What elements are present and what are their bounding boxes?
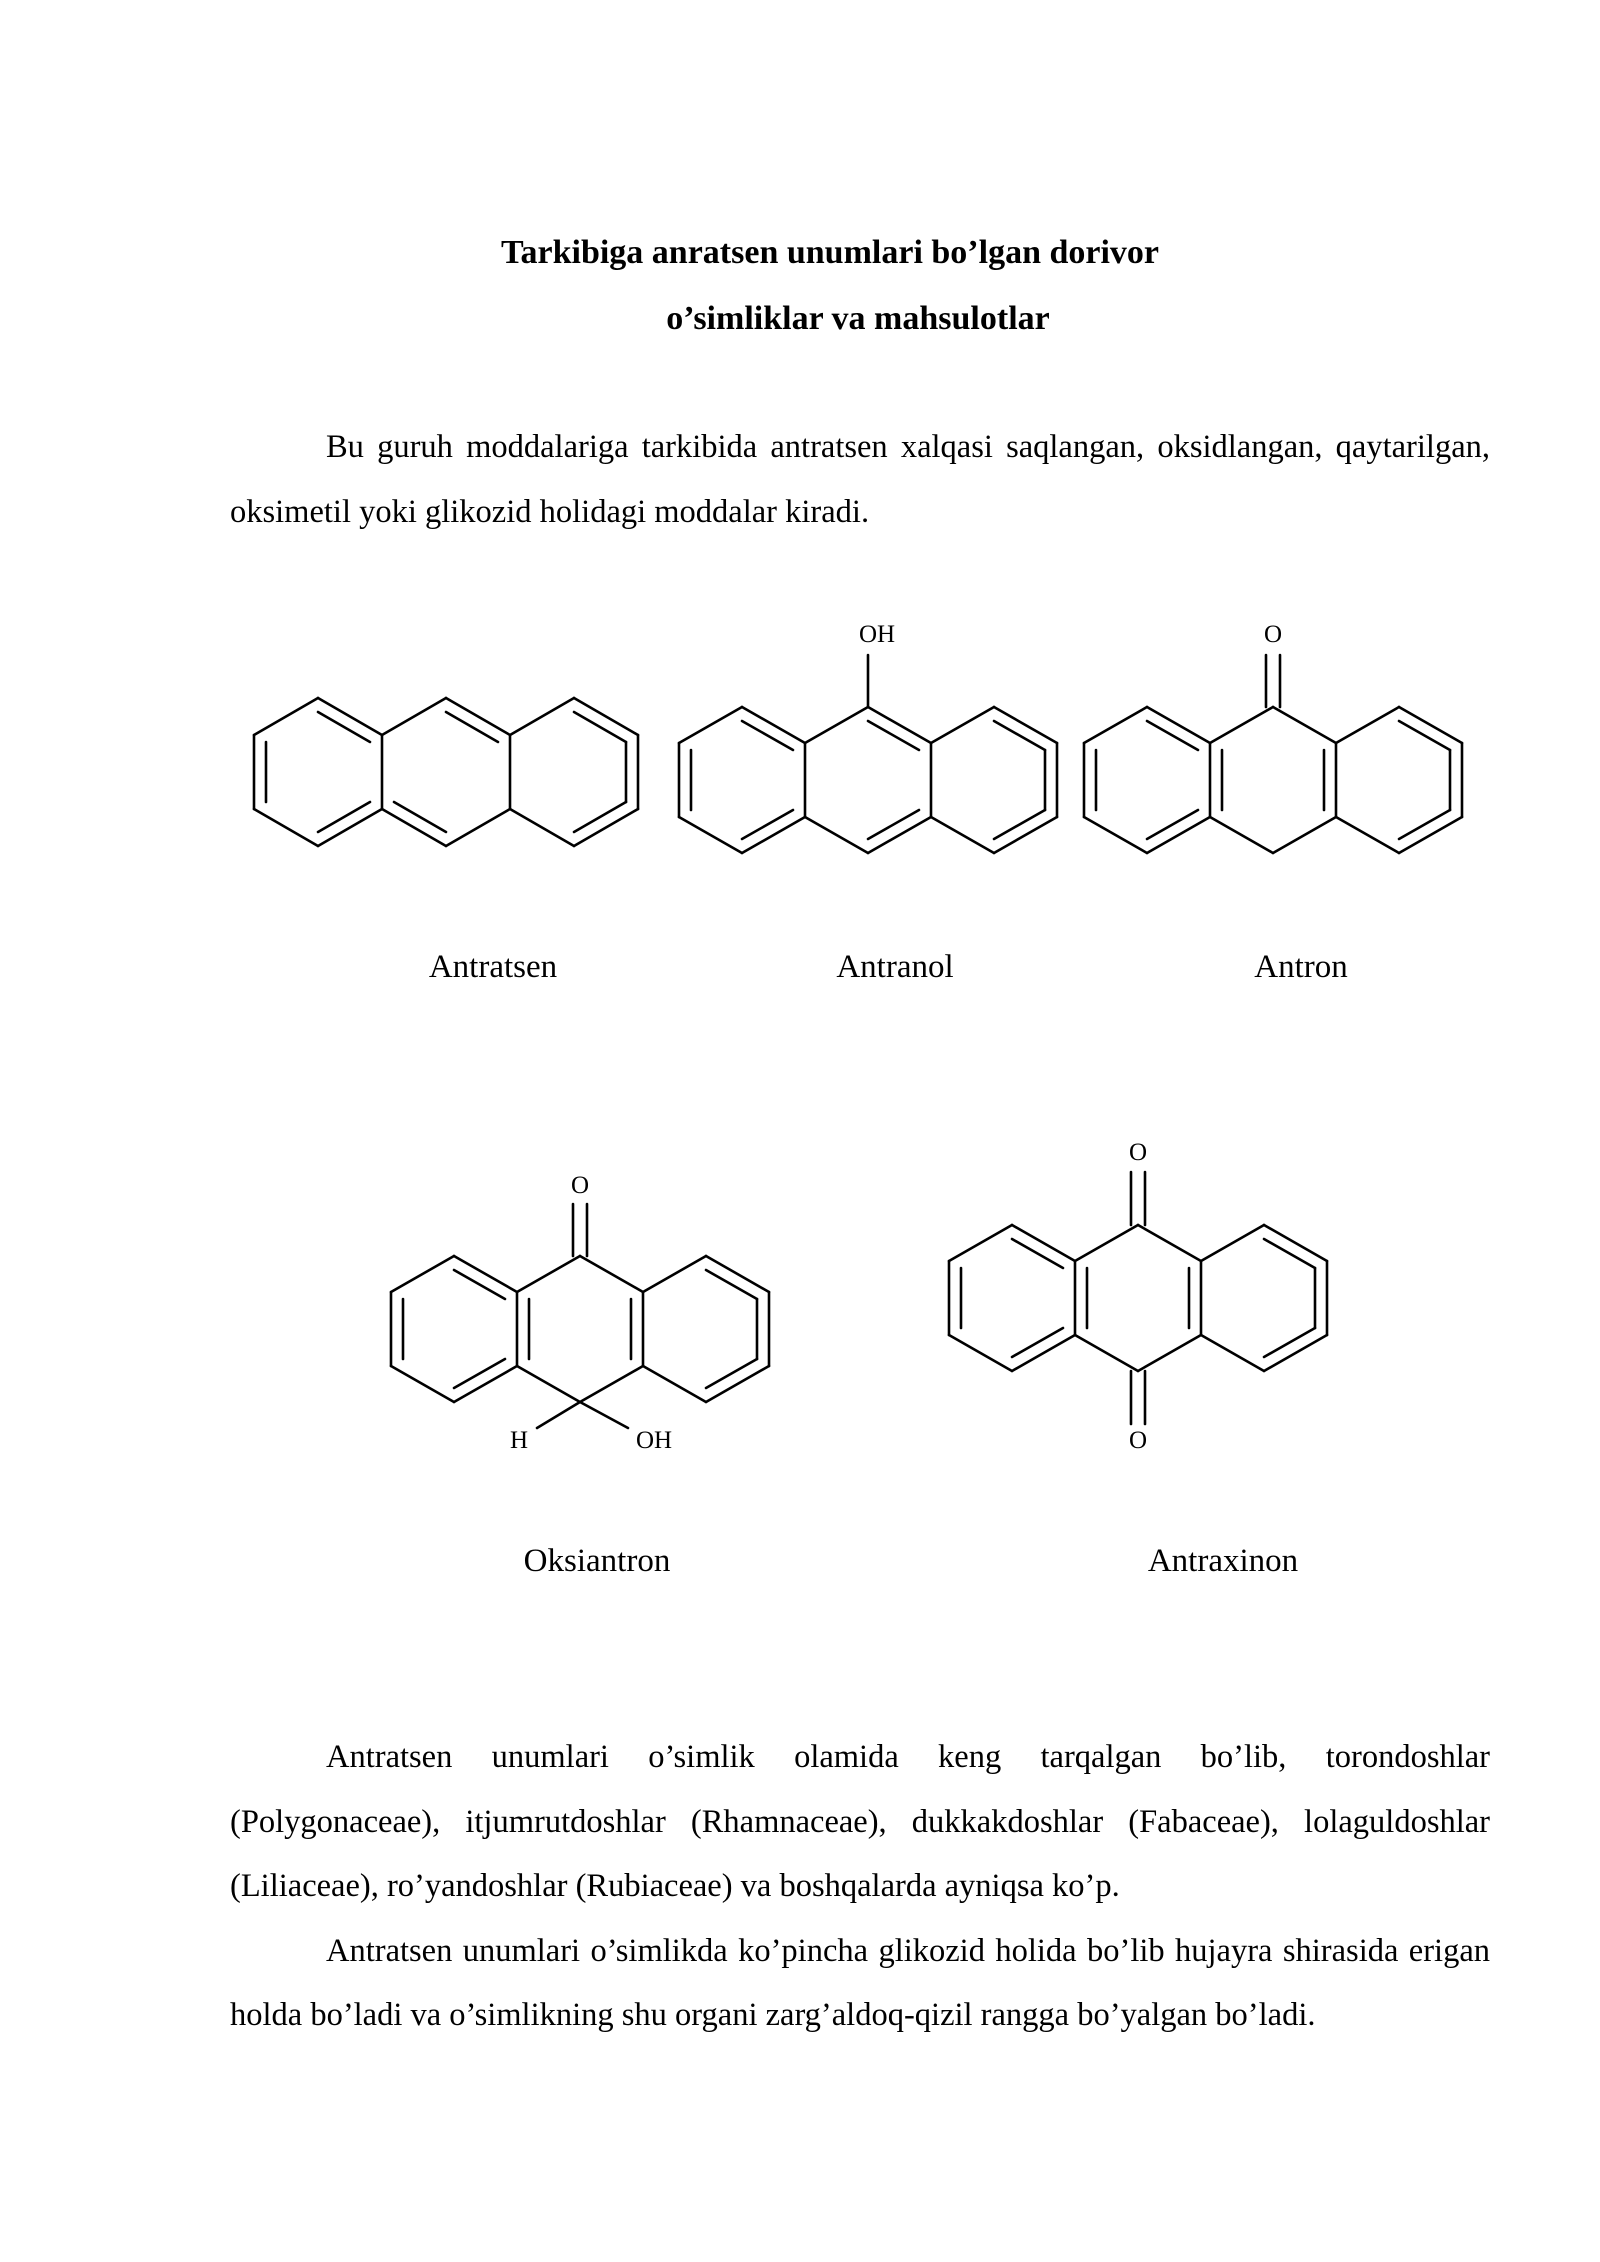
- antranol-bonds: [679, 655, 1057, 853]
- antron-oxygen-label: O: [1263, 621, 1283, 648]
- antranol-label: Antranol: [836, 949, 954, 985]
- page-title-line-2: o’simliklar va mahsulotlar: [666, 300, 1050, 337]
- antratsen-structure: [254, 698, 638, 985]
- antraxinon-top-oxygen-label: O: [1128, 1139, 1148, 1166]
- antranol-structure: [679, 621, 1057, 985]
- antratsen-bonds: [254, 698, 638, 846]
- antratsen-label: Antratsen: [428, 949, 558, 985]
- intro-text: Bu guruh moddalariga tarkibida antratsen xalqasi saqlangan, oksidlangan, qaytarilgan, oksimetil yoki glikozid holidagi moddalar kiradi.: [230, 429, 1490, 530]
- body-text: [230, 1725, 1490, 2048]
- oksiantron-bonds: [391, 1204, 769, 1428]
- oksiantron-label: Oksiantron: [523, 1543, 671, 1579]
- oksiantron-oxygen-label: O: [570, 1172, 590, 1199]
- antraxinon-structure: [949, 1139, 1327, 1579]
- antron-bonds: [1084, 655, 1462, 853]
- antraxinon-label: Antraxinon: [1147, 1543, 1299, 1579]
- oksiantron-hydrogen-label: H: [509, 1427, 529, 1454]
- paragraph-distribution: Antratsen unumlari o’simlik olamida keng tarqalgan bo’lib, torondoshlar (Polygonaceae), itjumrutdoshlar (Rhamnaceae), dukkakdoshlar (Fabaceae), lolaguldoshlar (Liliaceae), ro’yandoshlar (Rubiaceae) va boshqalarda ayniqsa ko’p.: [230, 1739, 1490, 1904]
- antron-label: Antron: [1254, 949, 1348, 985]
- antranol-hydroxyl-label: OH: [858, 621, 896, 648]
- antraxinon-bottom-oxygen-label: O: [1128, 1427, 1148, 1454]
- antraxinon-bonds: [949, 1172, 1327, 1424]
- oksiantron-hydroxyl-label: OH: [635, 1427, 673, 1454]
- antron-structure: [1084, 621, 1462, 985]
- page-title-line-1: Tarkibiga anratsen unumlari bo’lgan dorivor: [500, 234, 1160, 271]
- paragraph-glycoside: Antratsen unumlari o’simlikda ko’pincha glikozid holida bo’lib hujayra shirasida erigan holda bo’ladi va o’simlikning shu organi zarg’aldoq-qizil rangga bo’yalgan bo’ladi.: [230, 1932, 1490, 2033]
- oksiantron-structure: [391, 1172, 769, 1579]
